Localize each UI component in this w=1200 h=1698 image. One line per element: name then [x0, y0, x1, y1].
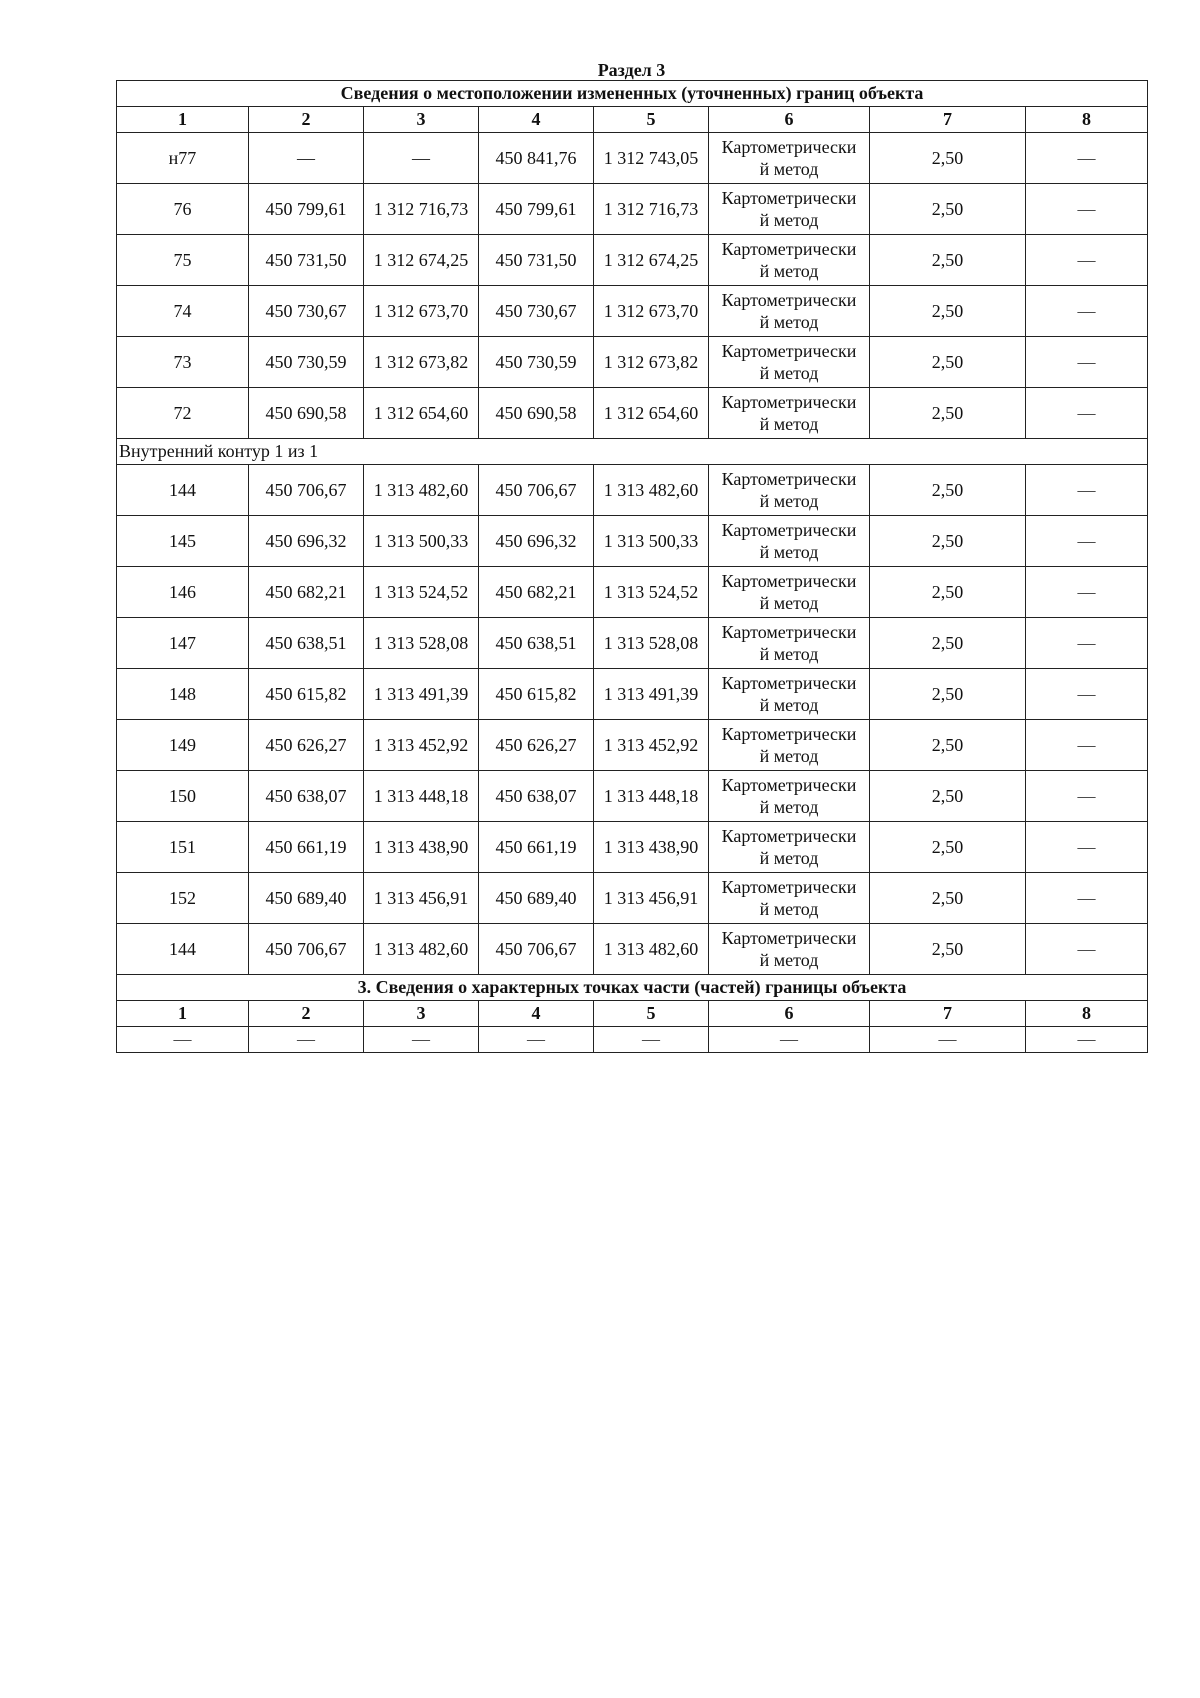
- old-x-cell: —: [249, 133, 364, 184]
- accuracy-cell: 2,50: [870, 771, 1026, 822]
- point-id-cell: 73: [117, 337, 249, 388]
- accuracy-cell: 2,50: [870, 235, 1026, 286]
- description-cell: —: [1026, 567, 1148, 618]
- table-row: [117, 669, 1148, 720]
- new-y-cell: 1 312 743,05: [594, 133, 709, 184]
- method-line: й метод: [759, 261, 819, 281]
- method-line: Картометрически: [721, 469, 857, 489]
- method-line: й метод: [759, 899, 819, 919]
- new-x-cell: 450 690,58: [479, 388, 594, 439]
- method-line: й метод: [759, 210, 819, 230]
- old-y-cell: 1 313 491,39: [364, 669, 479, 720]
- empty-cell: —: [249, 1027, 364, 1053]
- old-x-cell: 450 689,40: [249, 873, 364, 924]
- new-x-cell: 450 706,67: [479, 924, 594, 975]
- table-row: [117, 184, 1148, 235]
- method-line: й метод: [759, 848, 819, 868]
- column-number: 6: [709, 1001, 870, 1027]
- method-line: й метод: [759, 950, 819, 970]
- table-row: [117, 720, 1148, 771]
- empty-cell: —: [479, 1027, 594, 1053]
- empty-cell: —: [364, 1027, 479, 1053]
- new-y-cell: 1 313 482,60: [594, 924, 709, 975]
- description-cell: —: [1026, 822, 1148, 873]
- old-x-cell: 450 731,50: [249, 235, 364, 286]
- new-y-cell: 1 313 438,90: [594, 822, 709, 873]
- old-y-cell: 1 313 482,60: [364, 465, 479, 516]
- method-line: й метод: [759, 414, 819, 434]
- method-cell: [709, 388, 870, 439]
- boundary-table: [116, 80, 1148, 1053]
- method-line: Картометрически: [721, 341, 857, 361]
- accuracy-cell: 2,50: [870, 822, 1026, 873]
- accuracy-cell: 2,50: [870, 669, 1026, 720]
- table-row: [117, 567, 1148, 618]
- old-y-cell: 1 312 673,70: [364, 286, 479, 337]
- description-cell: —: [1026, 133, 1148, 184]
- old-x-cell: 450 682,21: [249, 567, 364, 618]
- column-number: 4: [479, 1001, 594, 1027]
- old-y-cell: 1 313 482,60: [364, 924, 479, 975]
- method-line: й метод: [759, 746, 819, 766]
- point-id-cell: 76: [117, 184, 249, 235]
- method-cell: [709, 235, 870, 286]
- point-id-cell: 145: [117, 516, 249, 567]
- method-line: й метод: [759, 159, 819, 179]
- description-cell: —: [1026, 924, 1148, 975]
- column-number: 5: [594, 107, 709, 133]
- method-line: Картометрически: [721, 673, 857, 693]
- old-x-cell: 450 730,59: [249, 337, 364, 388]
- old-y-cell: 1 312 673,82: [364, 337, 479, 388]
- empty-cell: —: [870, 1027, 1026, 1053]
- point-id-cell: 144: [117, 465, 249, 516]
- table-row: [117, 286, 1148, 337]
- table-row: [117, 771, 1148, 822]
- old-x-cell: 450 638,07: [249, 771, 364, 822]
- description-cell: —: [1026, 720, 1148, 771]
- column-number: 2: [249, 1001, 364, 1027]
- description-cell: —: [1026, 388, 1148, 439]
- method-cell: [709, 720, 870, 771]
- old-y-cell: 1 312 716,73: [364, 184, 479, 235]
- new-x-cell: 450 661,19: [479, 822, 594, 873]
- accuracy-cell: 2,50: [870, 924, 1026, 975]
- new-x-cell: 450 799,61: [479, 184, 594, 235]
- new-y-cell: 1 312 673,70: [594, 286, 709, 337]
- old-x-cell: 450 661,19: [249, 822, 364, 873]
- point-id-cell: 72: [117, 388, 249, 439]
- new-x-cell: 450 706,67: [479, 465, 594, 516]
- column-number: 8: [1026, 1001, 1148, 1027]
- point-id-cell: н77: [117, 133, 249, 184]
- old-y-cell: 1 313 528,08: [364, 618, 479, 669]
- inner-contour-label: Внутренний контур 1 из 1: [117, 439, 1148, 465]
- accuracy-cell: 2,50: [870, 873, 1026, 924]
- accuracy-cell: 2,50: [870, 133, 1026, 184]
- table-row: [117, 235, 1148, 286]
- new-y-cell: 1 313 500,33: [594, 516, 709, 567]
- new-y-cell: 1 313 456,91: [594, 873, 709, 924]
- new-x-cell: 450 626,27: [479, 720, 594, 771]
- point-id-cell: 149: [117, 720, 249, 771]
- point-id-cell: 74: [117, 286, 249, 337]
- new-x-cell: 450 696,32: [479, 516, 594, 567]
- parts-heading-row: [117, 975, 1148, 1001]
- new-y-cell: 1 312 654,60: [594, 388, 709, 439]
- method-line: Картометрически: [721, 290, 857, 310]
- column-number: 7: [870, 107, 1026, 133]
- column-number: 3: [364, 1001, 479, 1027]
- description-cell: —: [1026, 873, 1148, 924]
- description-cell: —: [1026, 618, 1148, 669]
- old-x-cell: 450 730,67: [249, 286, 364, 337]
- table-row: [117, 133, 1148, 184]
- old-y-cell: —: [364, 133, 479, 184]
- method-cell: [709, 133, 870, 184]
- table-row: [117, 618, 1148, 669]
- new-y-cell: 1 313 491,39: [594, 669, 709, 720]
- old-y-cell: 1 313 452,92: [364, 720, 479, 771]
- method-cell: [709, 924, 870, 975]
- new-x-cell: 450 638,51: [479, 618, 594, 669]
- accuracy-cell: 2,50: [870, 388, 1026, 439]
- method-line: Картометрически: [721, 877, 857, 897]
- accuracy-cell: 2,50: [870, 720, 1026, 771]
- accuracy-cell: 2,50: [870, 618, 1026, 669]
- section-title: Раздел 3: [597, 60, 666, 80]
- table-row: [117, 873, 1148, 924]
- method-cell: [709, 465, 870, 516]
- description-cell: —: [1026, 184, 1148, 235]
- old-x-cell: 450 690,58: [249, 388, 364, 439]
- accuracy-cell: 2,50: [870, 337, 1026, 388]
- column-number: 5: [594, 1001, 709, 1027]
- description-cell: —: [1026, 465, 1148, 516]
- empty-cell: —: [117, 1027, 249, 1053]
- description-cell: —: [1026, 235, 1148, 286]
- old-y-cell: 1 312 654,60: [364, 388, 479, 439]
- point-id-cell: 148: [117, 669, 249, 720]
- method-cell: [709, 337, 870, 388]
- method-line: Картометрически: [721, 188, 857, 208]
- old-x-cell: 450 706,67: [249, 924, 364, 975]
- old-x-cell: 450 799,61: [249, 184, 364, 235]
- new-y-cell: 1 313 524,52: [594, 567, 709, 618]
- new-x-cell: 450 841,76: [479, 133, 594, 184]
- new-x-cell: 450 731,50: [479, 235, 594, 286]
- accuracy-cell: 2,50: [870, 516, 1026, 567]
- point-id-cell: 75: [117, 235, 249, 286]
- old-x-cell: 450 706,67: [249, 465, 364, 516]
- old-y-cell: 1 313 456,91: [364, 873, 479, 924]
- description-cell: —: [1026, 669, 1148, 720]
- new-y-cell: 1 313 528,08: [594, 618, 709, 669]
- old-y-cell: 1 312 674,25: [364, 235, 479, 286]
- point-id-cell: 152: [117, 873, 249, 924]
- parts-heading: 3. Сведения о характерных точках части (частей) границы объекта: [117, 975, 1148, 1001]
- column-number: 3: [364, 107, 479, 133]
- method-cell: [709, 618, 870, 669]
- parts-empty-row: [117, 1027, 1148, 1053]
- method-line: й метод: [759, 542, 819, 562]
- empty-cell: —: [594, 1027, 709, 1053]
- method-cell: [709, 771, 870, 822]
- old-x-cell: 450 615,82: [249, 669, 364, 720]
- empty-cell: —: [1026, 1027, 1148, 1053]
- method-line: Картометрически: [721, 392, 857, 412]
- column-number: 7: [870, 1001, 1026, 1027]
- method-line: й метод: [759, 593, 819, 613]
- method-line: Картометрически: [721, 826, 857, 846]
- method-cell: [709, 567, 870, 618]
- point-id-cell: 146: [117, 567, 249, 618]
- table-row: [117, 924, 1148, 975]
- point-id-cell: 144: [117, 924, 249, 975]
- column-number: 6: [709, 107, 870, 133]
- method-cell: [709, 184, 870, 235]
- method-line: й метод: [759, 363, 819, 383]
- method-line: Картометрически: [721, 239, 857, 259]
- method-line: Картометрически: [721, 137, 857, 157]
- new-x-cell: 450 615,82: [479, 669, 594, 720]
- inner-contour-row: [117, 439, 1148, 465]
- new-x-cell: 450 638,07: [479, 771, 594, 822]
- method-cell: [709, 516, 870, 567]
- column-number: 1: [117, 1001, 249, 1027]
- method-line: Картометрически: [721, 571, 857, 591]
- column-number: 4: [479, 107, 594, 133]
- method-line: Картометрически: [721, 622, 857, 642]
- accuracy-cell: 2,50: [870, 184, 1026, 235]
- method-cell: [709, 873, 870, 924]
- table-row: [117, 516, 1148, 567]
- parts-column-numbers-row: [117, 1001, 1148, 1027]
- accuracy-cell: 2,50: [870, 567, 1026, 618]
- new-y-cell: 1 312 673,82: [594, 337, 709, 388]
- new-y-cell: 1 313 482,60: [594, 465, 709, 516]
- accuracy-cell: 2,50: [870, 286, 1026, 337]
- new-y-cell: 1 313 448,18: [594, 771, 709, 822]
- table-heading: Сведения о местоположении измененных (уточненных) границ объекта: [117, 81, 1148, 107]
- new-x-cell: 450 730,59: [479, 337, 594, 388]
- new-y-cell: 1 313 452,92: [594, 720, 709, 771]
- old-y-cell: 1 313 448,18: [364, 771, 479, 822]
- old-x-cell: 450 696,32: [249, 516, 364, 567]
- table-row: [117, 337, 1148, 388]
- old-y-cell: 1 313 438,90: [364, 822, 479, 873]
- method-cell: [709, 822, 870, 873]
- empty-cell: —: [709, 1027, 870, 1053]
- description-cell: —: [1026, 286, 1148, 337]
- column-number: 1: [117, 107, 249, 133]
- column-number: 2: [249, 107, 364, 133]
- accuracy-cell: 2,50: [870, 465, 1026, 516]
- method-line: й метод: [759, 644, 819, 664]
- method-line: й метод: [759, 797, 819, 817]
- point-id-cell: 151: [117, 822, 249, 873]
- table-row: [117, 822, 1148, 873]
- new-y-cell: 1 312 674,25: [594, 235, 709, 286]
- method-line: й метод: [759, 491, 819, 511]
- method-line: й метод: [759, 312, 819, 332]
- method-line: Картометрически: [721, 724, 857, 744]
- old-x-cell: 450 638,51: [249, 618, 364, 669]
- description-cell: —: [1026, 516, 1148, 567]
- method-line: й метод: [759, 695, 819, 715]
- point-id-cell: 150: [117, 771, 249, 822]
- new-x-cell: 450 730,67: [479, 286, 594, 337]
- old-y-cell: 1 313 524,52: [364, 567, 479, 618]
- method-cell: [709, 669, 870, 720]
- new-y-cell: 1 312 716,73: [594, 184, 709, 235]
- table-row: [117, 388, 1148, 439]
- method-line: Картометрически: [721, 520, 857, 540]
- method-line: Картометрически: [721, 775, 857, 795]
- method-cell: [709, 286, 870, 337]
- new-x-cell: 450 682,21: [479, 567, 594, 618]
- column-number: 8: [1026, 107, 1148, 133]
- method-line: Картометрически: [721, 928, 857, 948]
- old-x-cell: 450 626,27: [249, 720, 364, 771]
- table-row: [117, 465, 1148, 516]
- new-x-cell: 450 689,40: [479, 873, 594, 924]
- description-cell: —: [1026, 337, 1148, 388]
- point-id-cell: 147: [117, 618, 249, 669]
- column-numbers-row: [117, 107, 1148, 133]
- old-y-cell: 1 313 500,33: [364, 516, 479, 567]
- description-cell: —: [1026, 771, 1148, 822]
